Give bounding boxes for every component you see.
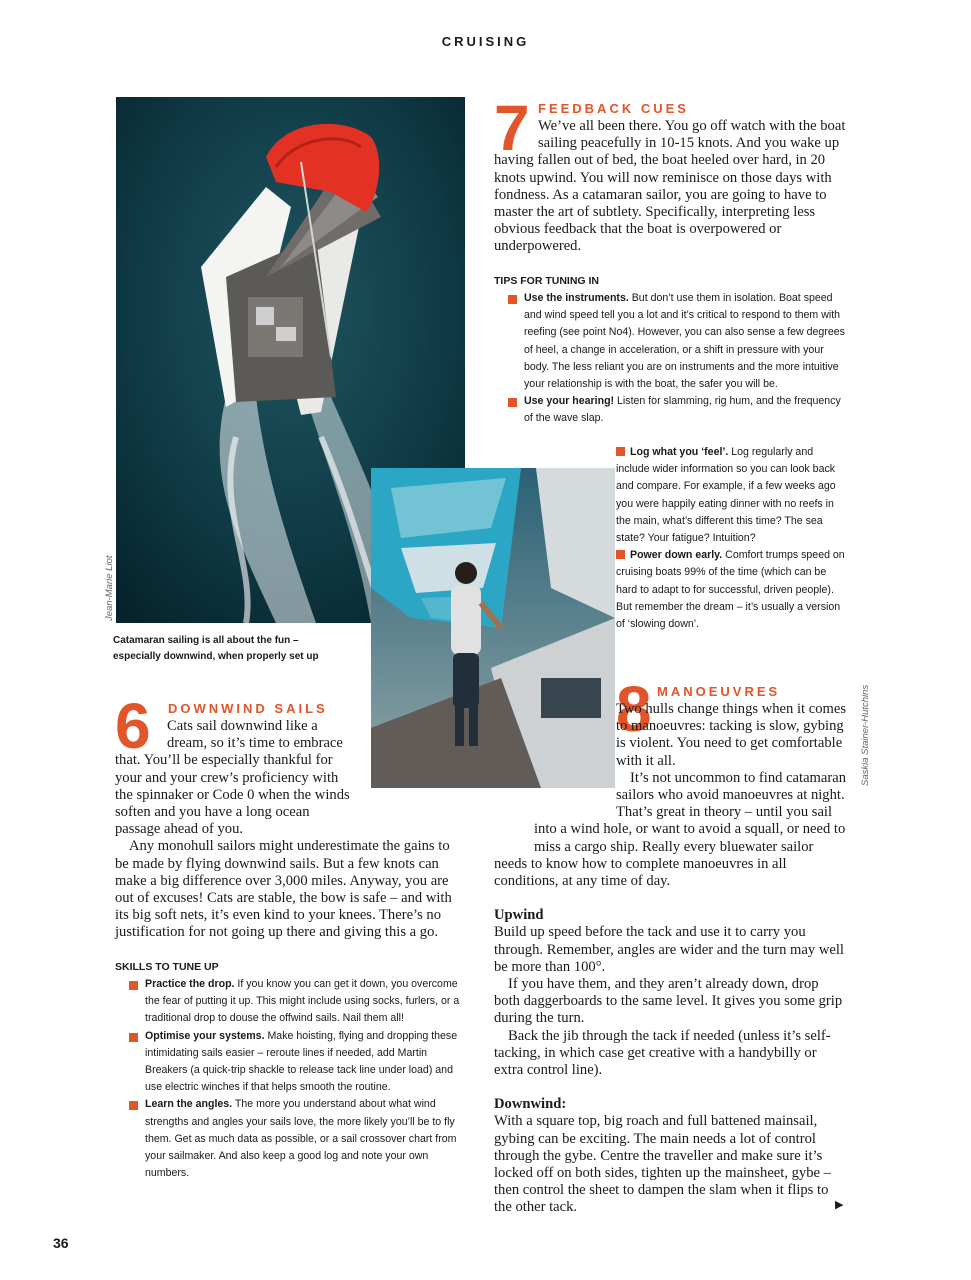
section-number: 7 bbox=[494, 92, 530, 164]
tips-heading: TIPS FOR TUNING IN bbox=[494, 275, 599, 287]
bullet-square-icon bbox=[129, 1033, 138, 1042]
body-paragraph: With a square top, big roach and full battened mainsail, gybing can be exciting. The main needs a lot of control through the gybe. Centre the traveller and make sure it’s locked off on both sides, tighten up the mainsheet, gybe – then control the sheet to dampen the slam when it flips to the other tack. bbox=[494, 1113, 831, 1216]
tips-list-continued bbox=[616, 444, 848, 633]
subsection-heading: Upwind bbox=[494, 907, 544, 924]
list-item-lead: Log what you ‘feel’. bbox=[630, 446, 729, 458]
list-item-lead: Practice the drop. bbox=[145, 978, 235, 990]
photo-caption bbox=[113, 633, 363, 665]
bullet-square-icon bbox=[508, 295, 517, 304]
page-number: 36 bbox=[53, 1235, 69, 1251]
list-item-text: But don’t use them in isolation. Boat speed and wind speed tell you a lot and it’s critical to respond to them with reefing (see point No4). However, you can also sense a few degrees of heel, a change in acceleration, or a shift in pressure with your body. The less reliant you are on instruments and the more intuitive your relationship is with the boat, the safer you will be. bbox=[524, 292, 845, 391]
list-item-text: Listen for slamming, rig hum, and the frequency of the wave slap. bbox=[524, 395, 841, 425]
subsection-heading: Downwind: bbox=[494, 1096, 567, 1113]
photo-credit: Jean-Marie Liot bbox=[104, 555, 115, 621]
section-8-lead-spacer bbox=[494, 821, 534, 855]
caption-line: Catamaran sailing is all about the fun – bbox=[113, 635, 299, 646]
bullet-square-icon bbox=[129, 1101, 138, 1110]
section-number: 6 bbox=[115, 690, 151, 762]
list-item bbox=[494, 393, 846, 427]
skills-heading: SKILLS TO TUNE UP bbox=[115, 961, 219, 973]
section-number: 8 bbox=[616, 673, 652, 745]
bullet-square-icon bbox=[616, 550, 625, 559]
section-title: FEEDBACK CUES bbox=[538, 101, 689, 116]
tips-list bbox=[494, 290, 846, 428]
bullet-square-icon bbox=[129, 981, 138, 990]
bullet-square-icon bbox=[508, 398, 517, 407]
list-item bbox=[494, 290, 846, 393]
section-label: CRUISING bbox=[441, 34, 530, 49]
list-item-text: If you know you can get it down, you overcome the fear of putting it up. This might include using socks, furlers, or a traditional drop to douse the offwind sails. Nail them all! bbox=[145, 978, 460, 1025]
list-item bbox=[616, 444, 848, 547]
body-paragraph: Back the jib through the tack if needed (unless it’s self-tacking, in which case get creative with a handybilly or extra control line). bbox=[494, 1027, 831, 1079]
list-item-text: Make hoisting, flying and dropping these intimidating sails easier – reroute lines if needed, add Martin Breakers (a quick-trip shackle to release tack line under load) and use electric winches if that helps smooth the routine. bbox=[145, 1029, 458, 1094]
list-item-text: The more you understand about what wind strengths and angles your sails love, the more likely you’ll be to fly them. Get as much data as possible, or a sail crossover chart from your sailmaker. And also keep a good log and note your own numbers. bbox=[145, 1098, 457, 1180]
list-item-lead: Optimise your systems. bbox=[145, 1029, 265, 1042]
section-6-body bbox=[115, 718, 465, 942]
list-item-lead: Power down early. bbox=[630, 549, 723, 562]
section-title: MANOEUVRES bbox=[657, 684, 781, 699]
list-item-lead: Use the instruments. bbox=[524, 292, 629, 304]
list-item-lead: Use your hearing! bbox=[524, 395, 615, 408]
body-paragraph: Any monohull sailors might underestimate the gains to be made by flying downwind sails. But a few knots can make a big difference over 3,000 miles. Anyway, you are out of excuses! Cats are stable, the bow is safe – and with its big soft nets, it’s even kind to your knees. There’s no justification for not going up there and giving this a go. bbox=[115, 838, 452, 941]
caption-line: especially downwind, when properly set up bbox=[113, 651, 319, 662]
play-triangle-icon: ▶ bbox=[835, 1198, 844, 1211]
list-item-lead: Learn the angles. bbox=[145, 1098, 233, 1111]
body-paragraph: It’s not uncommon to find catamaran sailors who avoid manoeuvres at night. That’s great in theory – until you sail into a wind hole, or want to avoid a squall, or need to miss a cargo ship. Really every bluewater sailor needs to know how to complete manoeuvres in all conditions, at any time of day. bbox=[494, 769, 847, 890]
section-8-body bbox=[494, 701, 846, 1217]
list-item-text: Comfort trumps speed on cruising boats 99% of the time (which can be hard to adapt to for successful, driven people). But remember the dream – it’s usually a version of ‘slowing down’. bbox=[616, 549, 845, 631]
bullet-square-icon bbox=[616, 447, 625, 456]
section-intro-text: Two hulls change things when it comes to manoeuvres: tacking is slow, gybing is violent. You need to get comfortable with it all. bbox=[616, 701, 847, 769]
section-title: DOWNWIND SAILS bbox=[168, 701, 328, 716]
section-intro-text: Cats sail downwind like a dream, so it’s time to embrace that. You’ll be especially thankful for your and your crew’s proficiency with the spinnaker or Code 0 when the winds soften and you have a long ocean passage ahead of you. bbox=[115, 718, 350, 838]
photo-credit: Saskia Stainer-Hutchins bbox=[860, 684, 871, 786]
body-paragraph: Build up speed before the tack and use it to carry you through. Remember, angles are wider and the turn may well be more than 100°. bbox=[494, 924, 844, 975]
list-item-text: Log regularly and include wider information so you can look back and compare. For example, if a few weeks ago you were happily eating dinner with no reefs in the main, what’s different this time? The sea state? Your fatigue? Intuition? bbox=[616, 446, 836, 545]
list-item bbox=[115, 1096, 465, 1182]
section-intro-text: We’ve all been there. You go off watch with the boat sailing peacefully in 10-15 knots. And you wake up having fallen out of bed, the boat heeled over hard, in 20 knots upwind. You will now reminisce on those days with fondness. As a catamaran sailor, you are going to have to master the art of subtlety. Specifically, interpreting less obvious feedback that the boat is overpowered or underpowered. bbox=[494, 118, 846, 255]
body-paragraph: If you have them, and they aren’t already down, drop both daggerboards to the same level. It gives you some grip during the turn. bbox=[494, 976, 843, 1027]
skills-list bbox=[115, 976, 465, 1182]
list-item bbox=[115, 1028, 465, 1097]
list-item bbox=[616, 547, 848, 633]
section-7-intro bbox=[494, 118, 846, 256]
list-item bbox=[115, 976, 465, 1028]
